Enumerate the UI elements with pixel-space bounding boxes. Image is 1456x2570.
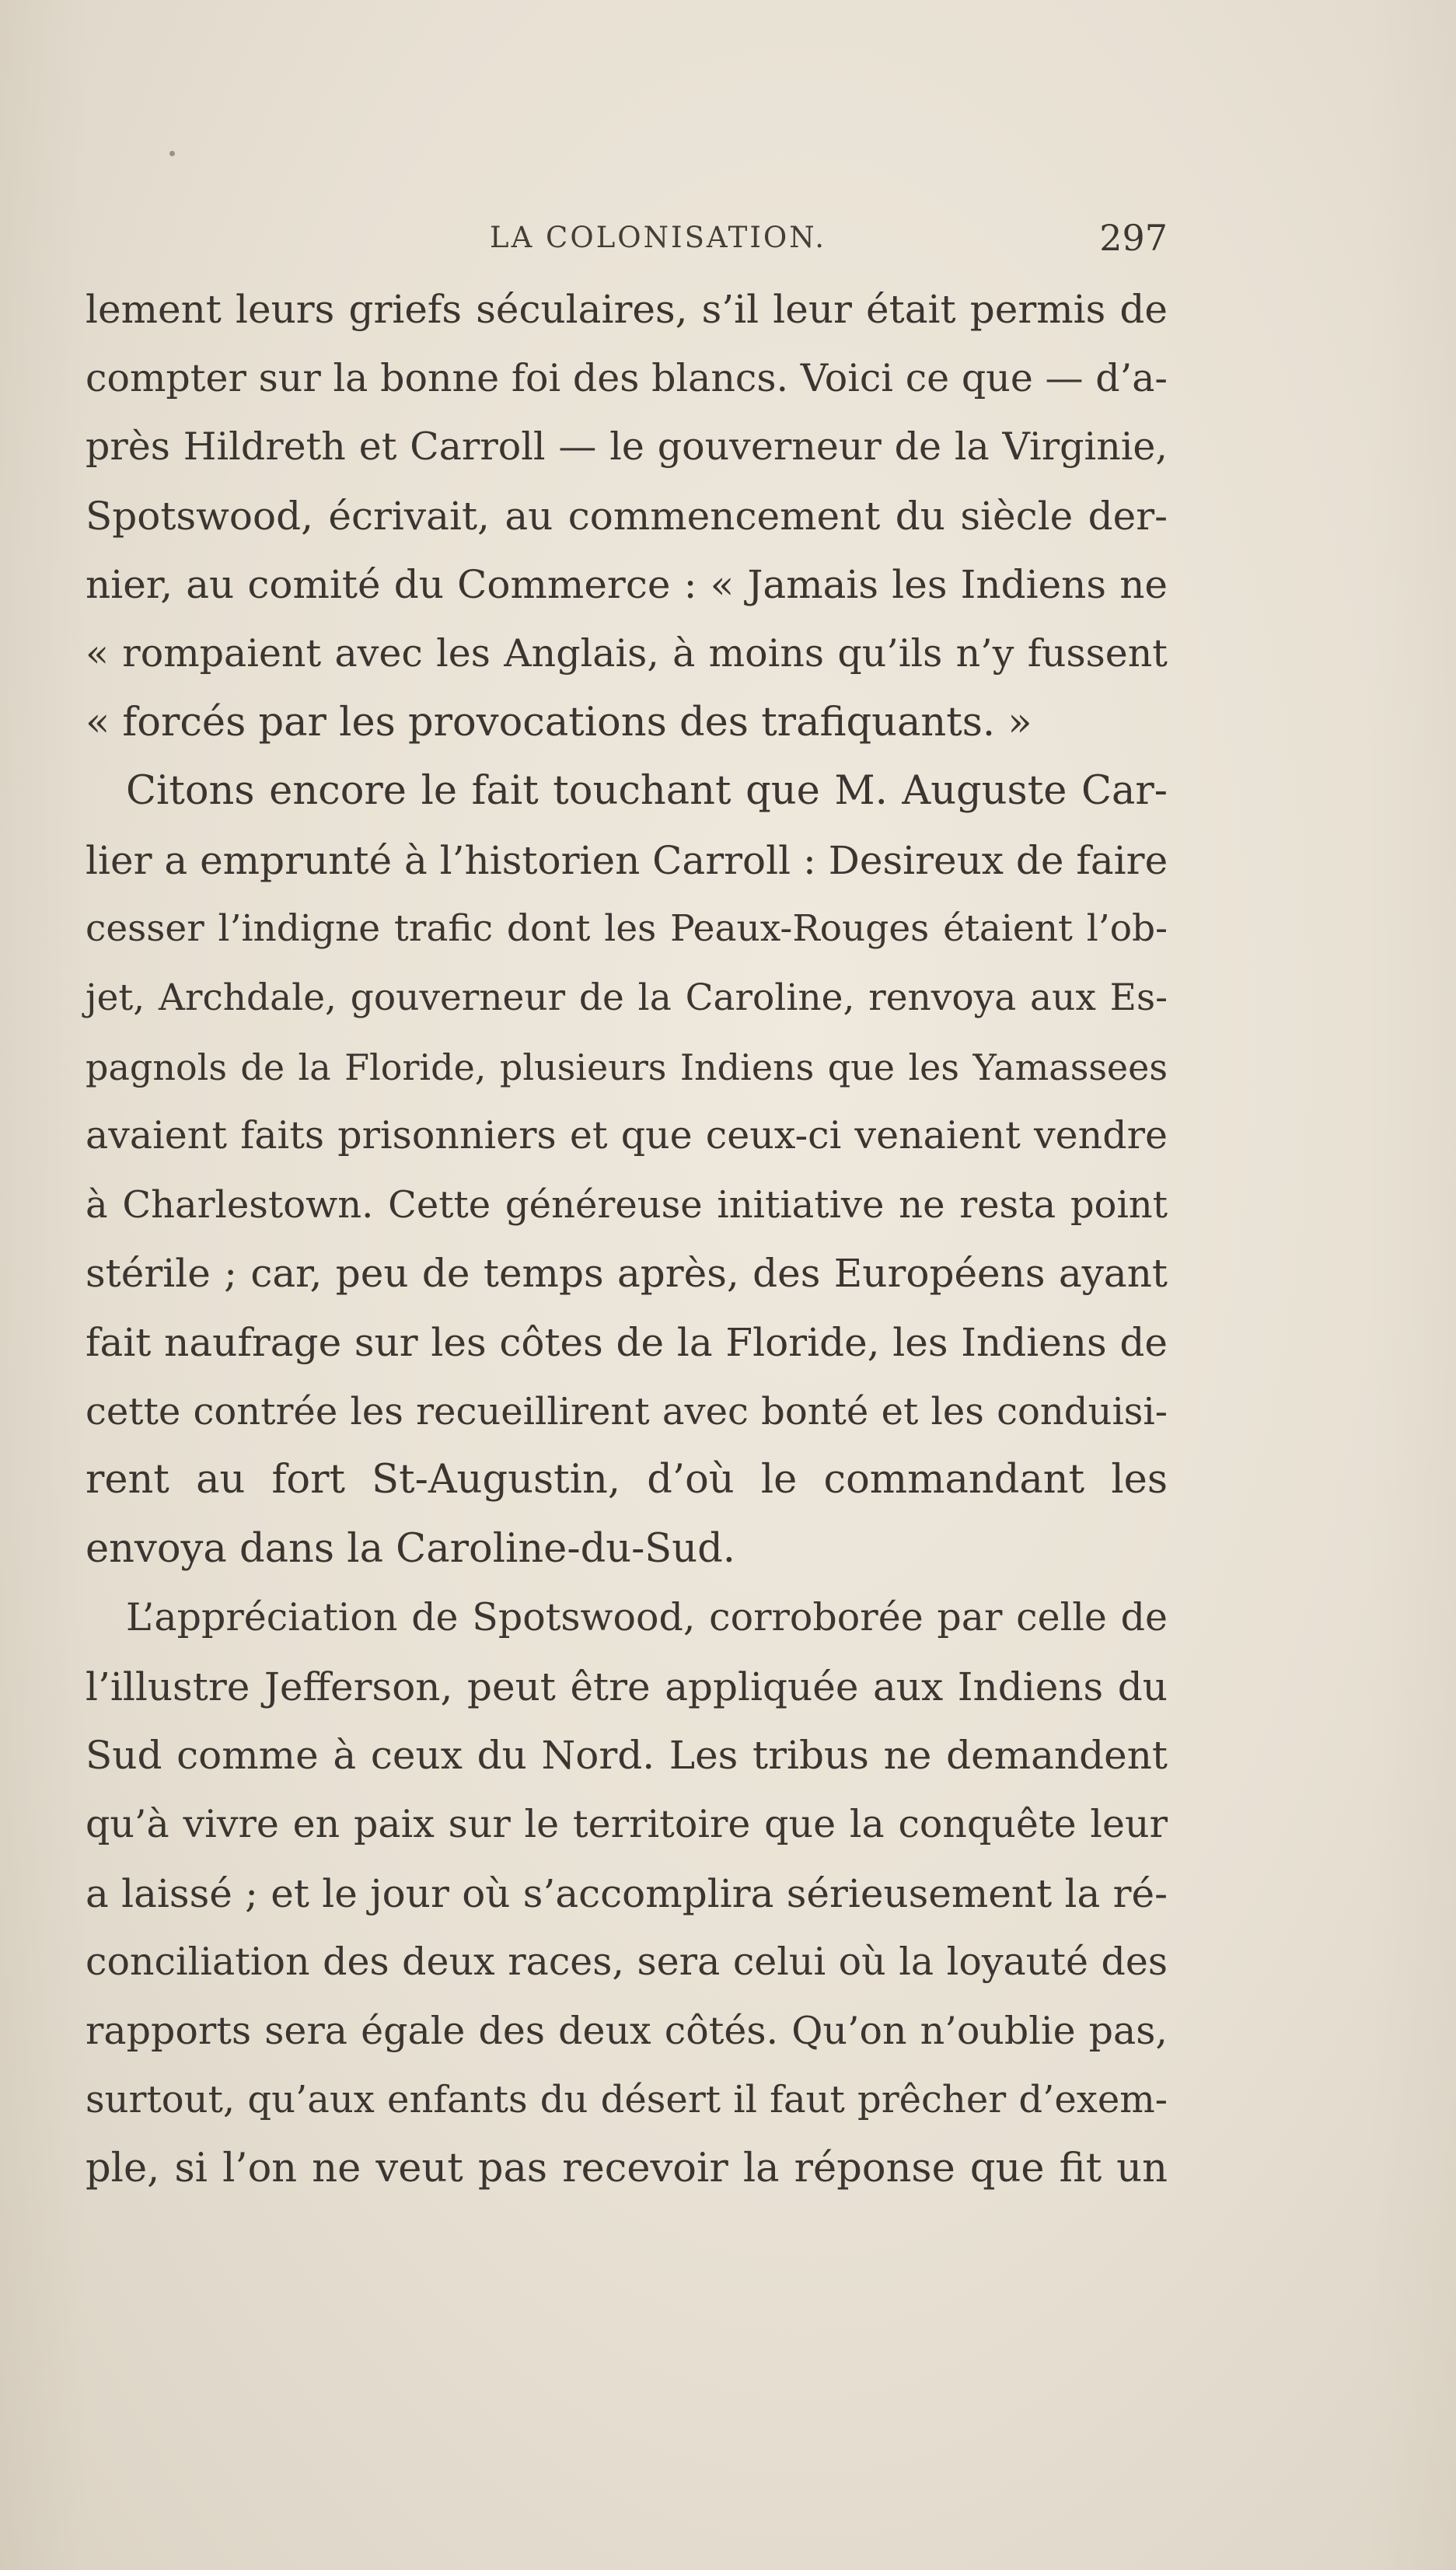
text-line: Spotswood, écrivait, au commencement du siècle der- [86, 493, 1168, 539]
ink-speck [169, 151, 175, 156]
text-line: près Hildreth et Carroll — le gouverneur de la Virginie, [86, 424, 1168, 470]
text-line: lier a emprunté à l’historien Carroll : Desireux de faire [86, 837, 1168, 883]
text-line: avaient faits prisonniers et que ceux-ci venaient vendre [86, 1113, 1168, 1158]
text-line: stérile ; car, peu de temps après, des Européens ayant [86, 1251, 1168, 1297]
body-text [86, 275, 1168, 2204]
page-number: 297 [1099, 217, 1168, 259]
text-line: cesser l’indigne trafic dont les Peaux-Rouges étaient l’ob- [86, 907, 1168, 951]
text-line: jet, Archdale, gouverneur de la Caroline, renvoya aux Es- [86, 976, 1168, 1019]
text-line: ple, si l’on ne veut pas recevoir la réponse que fit un [86, 2146, 1168, 2192]
text-line: conciliation des deux races, sera celui où la loyauté des [86, 1940, 1168, 1985]
text-line: a laissé ; et le jour où s’accomplira sérieusement la ré- [86, 1870, 1168, 1916]
text-line: surtout, qu’aux enfants du désert il faut prêcher d’exem- [86, 2078, 1168, 2122]
running-title: LA COLONISATION. [490, 221, 827, 254]
running-head [86, 215, 1168, 261]
text-line: envoya dans la Caroline-du-Sud. [86, 1525, 735, 1572]
text-line: qu’à vivre en paix sur le territoire que la conquête leur [86, 1802, 1168, 1847]
text-line: rent au fort St-Augustin, d’où le commandant les [86, 1457, 1168, 1503]
text-line: « rompaient avec les Anglais, à moins qu’ils n’y fussent [86, 630, 1168, 676]
text-line: lement leurs griefs séculaires, s’il leur était permis de [86, 287, 1168, 332]
text-line: à Charlestown. Cette généreuse initiative ne resta point [86, 1182, 1168, 1227]
text-line: cette contrée les recueillirent avec bonté et les conduisi- [86, 1389, 1168, 1433]
paragraph-first-line: Citons encore le fait touchant que M. Auguste Car- [126, 768, 1168, 815]
text-line: fait naufrage sur les côtes de la Floride, les Indiens de [86, 1319, 1168, 1365]
text-line: l’illustre Jefferson, peut être appliquée aux Indiens du [86, 1664, 1168, 1709]
paragraph-first-line: L’appréciation de Spotswood, corroborée par celle de [126, 1595, 1168, 1640]
text-line: nier, au comité du Commerce : « Jamais les Indiens ne [86, 562, 1168, 608]
text-line: compter sur la bonne foi des blancs. Voici ce que — d’a- [86, 355, 1168, 400]
text-line: Sud comme à ceux du Nord. Les tribus ne demandent [86, 1733, 1168, 1779]
text-line: rapports sera égale des deux côtés. Qu’on n’oublie pas, [86, 2008, 1168, 2053]
text-line: « forcés par les provocations des trafiquants. » [86, 699, 1032, 746]
text-line: pagnols de la Floride, plusieurs Indiens que les Yamassees [86, 1046, 1168, 1088]
